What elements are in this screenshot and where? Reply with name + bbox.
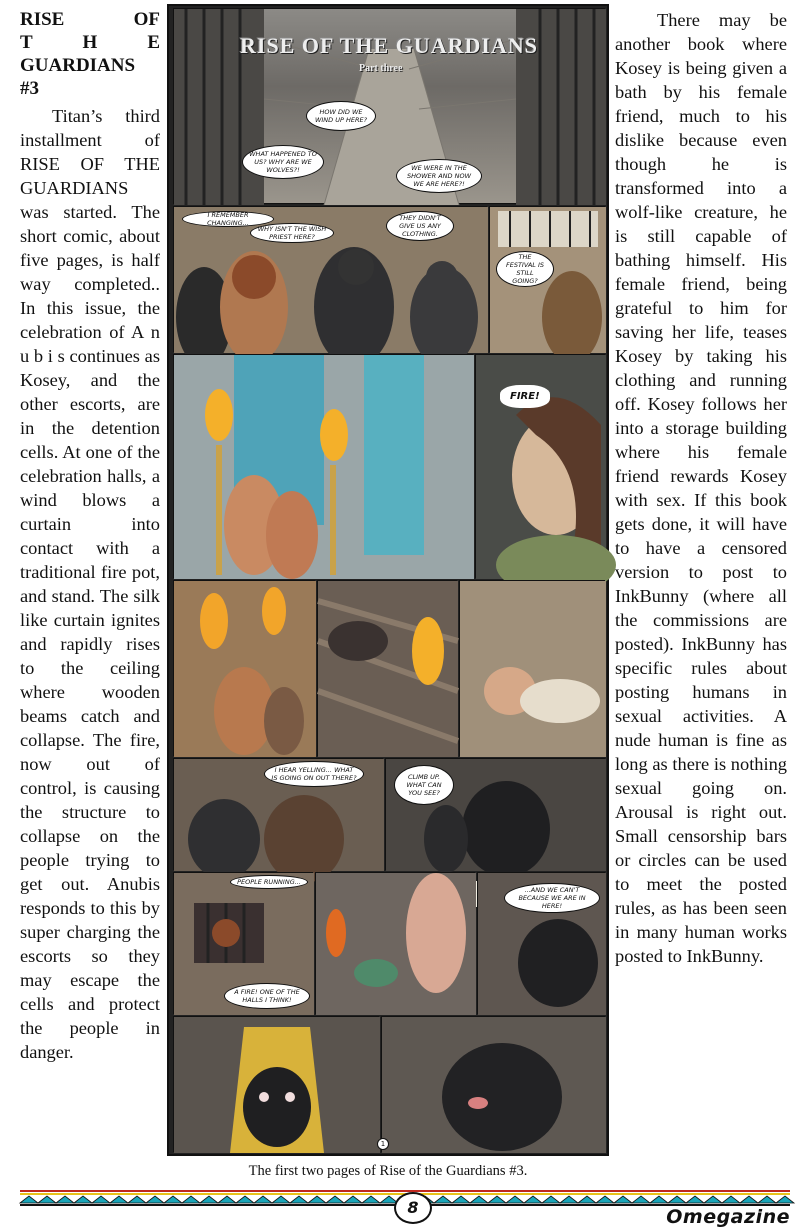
panel-escape-crowd [173,580,315,756]
band-triangle [272,1196,290,1203]
panel-anubis [173,1016,379,1152]
speech-bubble: THE FESTIVAL IS STILL GOING? [496,251,554,287]
speech-bubble: WHAT HAPPENED TO US? WHY ARE WE WOLVES?! [242,145,324,179]
right-article-column [615,8,787,968]
speech-bubble: PEOPLE RUNNING... [230,875,308,889]
panel-trapped-wolf [477,872,605,1014]
crowd-illustration [174,581,316,757]
street-fire-illustration [316,873,476,1015]
page-number: 8 [394,1192,432,1224]
band-triangle [326,1196,344,1203]
band-triangle [542,1196,560,1203]
band-triangle [686,1196,704,1203]
left-article-column [20,8,160,1064]
comic-title: RISE OF THE GUARDIANS [240,33,538,58]
band-triangle [344,1196,362,1203]
band-triangle [740,1196,758,1203]
band-triangle [668,1196,686,1203]
band-red-line [20,1190,790,1192]
article-title-line2: T H E [20,32,160,53]
article-title-line4: #3 [20,78,39,99]
fire-hall-illustration [174,355,474,579]
panel-climb-up [385,758,605,870]
speech-bubble: THEY DIDN'T GIVE US ANY CLOTHING. [386,211,454,241]
band-triangle [38,1196,56,1203]
band-triangle [434,1196,452,1203]
band-triangle [218,1196,236,1203]
panel-wolf-roar [381,1016,605,1152]
panel-cell-window [173,872,313,1014]
speech-bubble: A FIRE! ONE OF THE HALLS I THINK! [224,983,310,1009]
band-triangle [632,1196,650,1203]
band-triangle [236,1196,254,1203]
speech-bubble: WHY ISN'T THE WISH PRIEST HERE? [250,223,334,243]
comic-page-marker: 1 [377,1138,389,1150]
panel-corridor [173,8,605,204]
speech-bubble: CLIMB UP. WHAT CAN YOU SEE? [394,765,454,805]
band-triangle [524,1196,542,1203]
band-triangle [488,1196,506,1203]
band-triangle [308,1196,326,1203]
band-triangle [254,1196,272,1203]
speech-bubble: I REMEMBER CHANGING... [182,211,274,227]
band-triangle [200,1196,218,1203]
band-triangle [470,1196,488,1203]
panel-fallen-man [459,580,605,756]
comic-page-image [167,4,609,1156]
band-triangle [92,1196,110,1203]
article-title [20,8,160,100]
wolf-roar-illustration [382,1017,606,1153]
band-triangle [506,1196,524,1203]
panel-fire-hall [173,354,473,578]
panel-fire-shout [475,354,605,578]
band-triangle [704,1196,722,1203]
panel-festival [489,206,605,352]
article-title-line3: GUARDIANS [20,55,136,76]
panel-wolves-hear [173,758,383,870]
band-triangle [290,1196,308,1203]
comic-subtitle: Part three [359,63,403,74]
band-triangle [362,1196,380,1203]
image-caption: The first two pages of Rise of the Guardians #3. [248,1163,528,1179]
band-triangle [20,1196,38,1203]
right-body-text: There may be another book where Kosey is being given a bath by his female friend, much to his dislike because even though he is transformed into a wolf-like creature, he is still capable of bathing himself. His female friend, being grateful to him for saving her life, teases Kosey by taking his clothing and running off. Kosey follows her into a storage building where his female friend rewards Kosey with sex. If this book gets done, it will have to have a censored version to post to InkBunny (where all the commissions are posted). InkBunny has specific rules about posting humans in sexual activities. A nude human is fine as long as there is nothing sexual going on. Arousal is right out. Small censorship bars or circles can be used to meet the posted rules, as has been seen in many human works posted to InkBunny. [615,10,787,966]
article-title-line1: RISE OF [20,9,160,30]
band-triangle [614,1196,632,1203]
magazine-brand: Omegazine [666,1206,790,1228]
fire-shout-bubble: FIRE! [500,385,550,408]
band-triangle [146,1196,164,1203]
band-triangle [452,1196,470,1203]
band-triangle [128,1196,146,1203]
band-triangle [578,1196,596,1203]
band-triangle [560,1196,578,1203]
speech-bubble: WE WERE IN THE SHOWER AND NOW WE ARE HERE?! [396,159,482,193]
beams-illustration [318,581,458,757]
band-triangle [110,1196,128,1203]
band-triangle [164,1196,182,1203]
band-triangle [776,1196,794,1203]
left-body-text: Titan’s third installment of RISE OF THE GUARDIANS was started. The short comic, about five pages, is half way completed.. In this issue, the celebration of A n u b i s continues as Kosey, and the other escorts, are in the detention cells. At one of the celebration halls, a wind blows a curtain into contact with a traditional fire pot, and stand. The silk like curtain ignites and rapidly rises to the ceiling where wooden beams catch and collapse. The fire, now out of control, is causing the structure to collapse on the people trying to get out. Anubis responds to this by super charging the escorts so they may escape the cells and protect the people in danger. [20,106,160,1062]
band-triangle [758,1196,776,1203]
band-triangle [74,1196,92,1203]
band-triangle [596,1196,614,1203]
fallen-man-illustration [460,581,606,757]
band-triangle [722,1196,740,1203]
speech-bubble: I HEAR YELLING... WHAT IS GOING ON OUT THERE? [264,761,364,787]
band-triangle [56,1196,74,1203]
panel-street-fire [315,872,475,1014]
speech-bubble: ...AND WE CAN'T BECAUSE WE ARE IN HERE! [504,883,600,913]
speech-bubble: HOW DID WE WIND UP HERE? [306,101,376,131]
anubis-illustration [174,1017,380,1153]
band-triangle [182,1196,200,1203]
panel-characters [173,206,487,352]
band-triangle [650,1196,668,1203]
panel-collapsing-beams [317,580,457,756]
